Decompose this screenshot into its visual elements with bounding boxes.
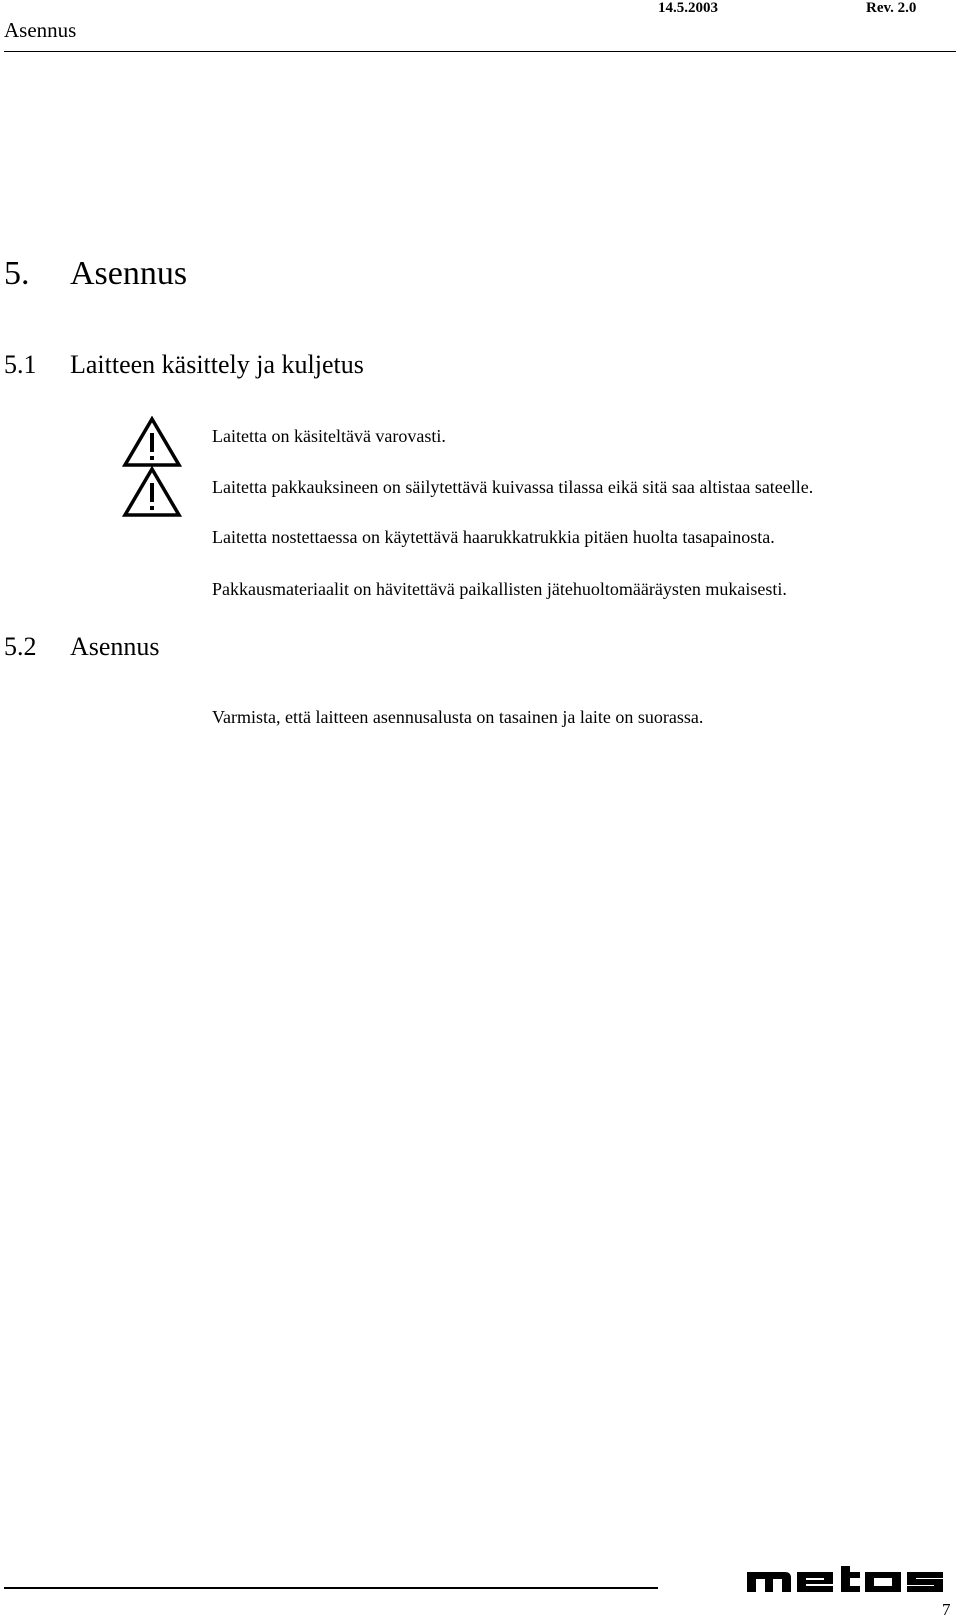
page-number: 7 (942, 1600, 951, 1619)
running-header-title: Asennus (4, 18, 77, 42)
header-date: 14.5.2003 (658, 0, 718, 16)
warning-triangle-icon (122, 466, 182, 518)
section-title-5-2: Asennus (70, 632, 160, 661)
paragraph: Pakkausmateriaalit on hävitettävä paikallisten jätehuoltomääräysten mukaisesti. (212, 579, 787, 599)
header-revision: Rev. 2.0 (866, 0, 917, 16)
header-divider (4, 51, 956, 52)
warning-triangle-icon (122, 416, 182, 468)
section-title-5-1: Laitteen käsittely ja kuljetus (70, 350, 364, 379)
paragraph: Laitetta nostettaessa on käytettävä haarukkatrukkia pitäen huolta tasapainosta. (212, 527, 775, 547)
chapter-title: Asennus (70, 255, 188, 292)
section-number-5-2: 5.2 (4, 632, 37, 661)
paragraph: Laitetta pakkauksineen on säilytettävä kuivassa tilassa eikä sitä saa altistaa sateelle. (212, 477, 814, 497)
section-number-5-1: 5.1 (4, 350, 37, 379)
paragraph: Laitetta on käsiteltävä varovasti. (212, 426, 446, 446)
chapter-number: 5. (4, 255, 30, 292)
metos-logo (745, 1564, 955, 1594)
footer-divider (4, 1587, 658, 1589)
paragraph: Varmista, että laitteen asennusalusta on tasainen ja laite on suorassa. (212, 707, 704, 727)
